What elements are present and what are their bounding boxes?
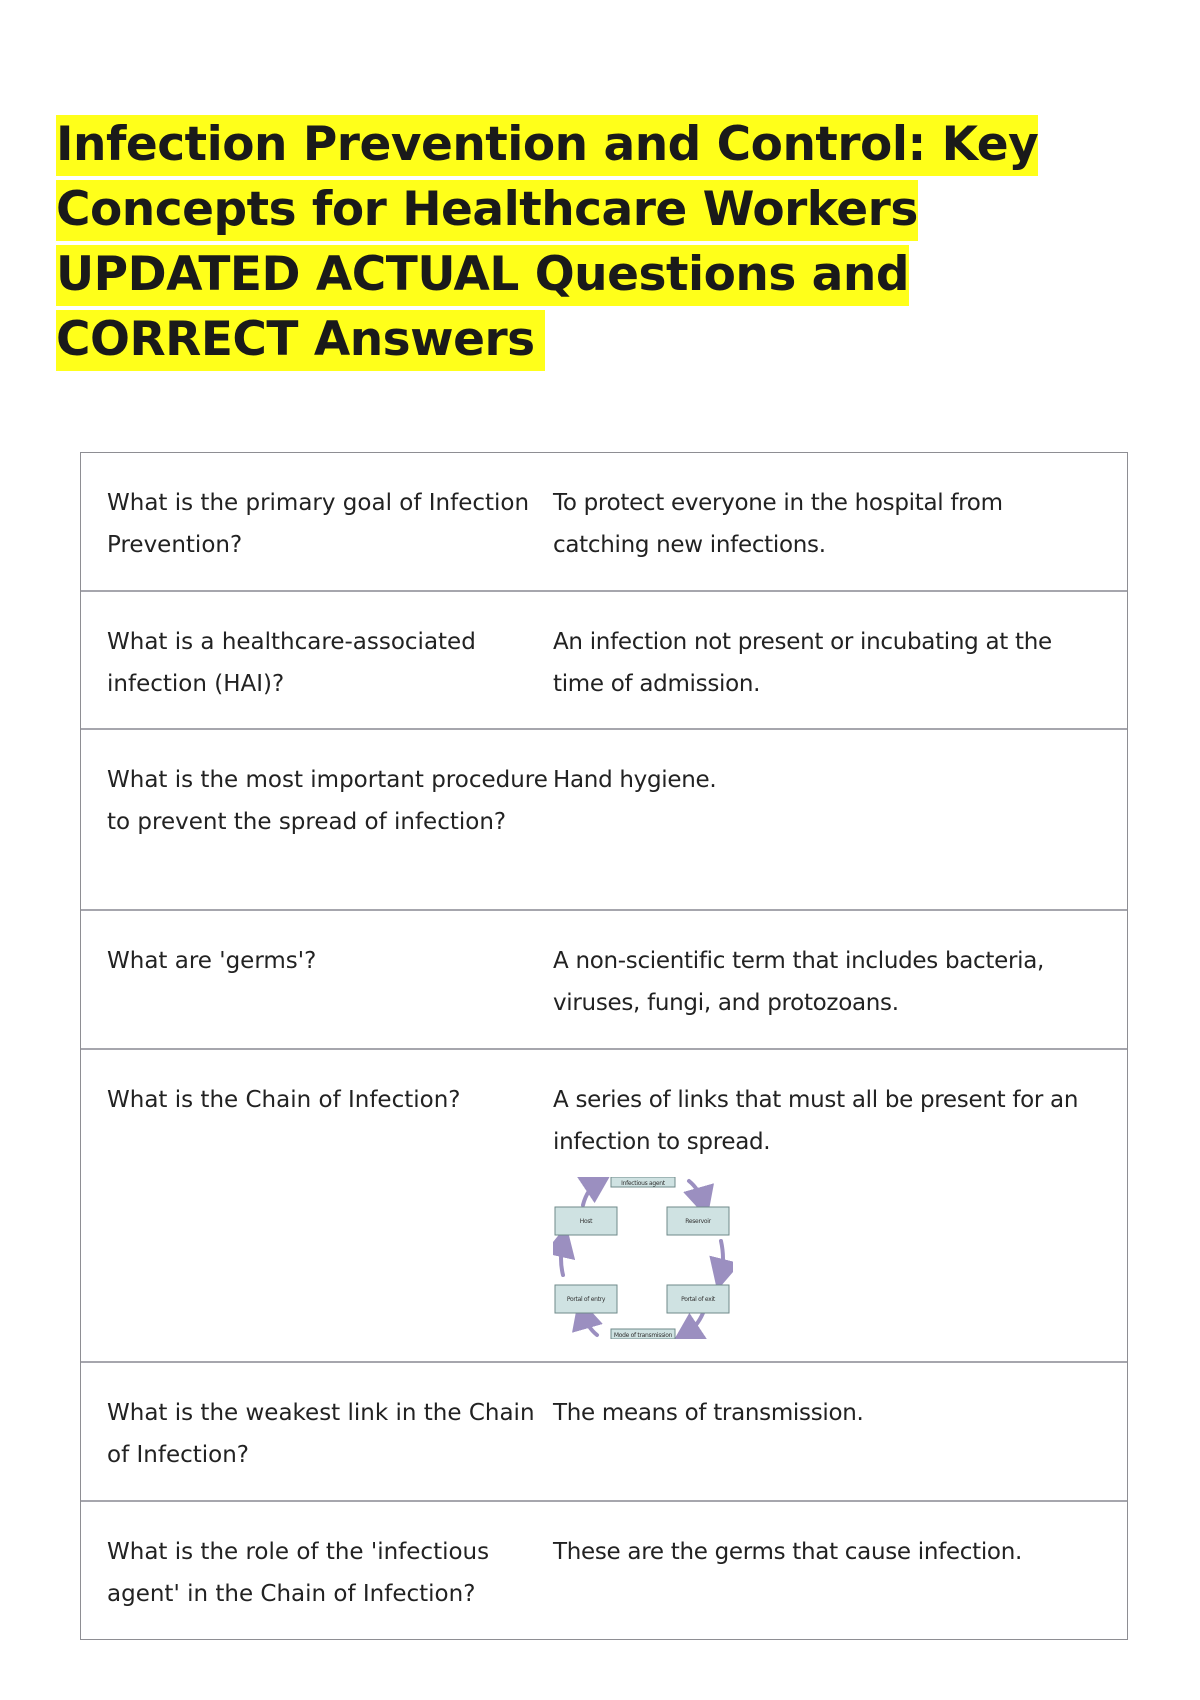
answer-cell: [553, 1079, 1127, 1361]
answer-text: A series of links that must all be present for an infection to spread.: [553, 1087, 1079, 1155]
answer-text: A non-scientific term that includes bacteria, viruses, fungi, and protozoans.: [553, 948, 1045, 1016]
table-row: [81, 1363, 1127, 1502]
question-text: What are 'germs'?: [107, 948, 317, 974]
question-text: What is a healthcare-associated infection (HAI)?: [107, 629, 476, 697]
table-row: [81, 1050, 1127, 1363]
table-row: [81, 453, 1127, 592]
chain-of-infection-diagram: [553, 1177, 733, 1339]
question-text: What is the weakest link in the Chain of Infection?: [107, 1400, 535, 1468]
question-text: What is the primary goal of Infection Prevention?: [107, 490, 530, 558]
diagram-label: Host: [579, 1218, 593, 1225]
diagram-label: Portal of entry: [566, 1296, 606, 1303]
answer-text: An infection not present or incubating at the time of admission.: [553, 629, 1052, 697]
table-row: [81, 730, 1127, 911]
cycle-arrow: [561, 1241, 563, 1275]
cycle-arrow: [685, 1313, 703, 1335]
diagram-label: Portal of exit: [681, 1296, 715, 1303]
answer-text: The means of transmission.: [553, 1400, 864, 1426]
question-text: What is the most important procedure to prevent the spread of infection?: [107, 767, 548, 835]
answer-text: Hand hygiene.: [553, 767, 717, 793]
table-row: [81, 1502, 1127, 1639]
diagram-label: Reservoir: [685, 1218, 711, 1225]
table-row: [81, 592, 1127, 730]
cycle-arrow: [721, 1241, 723, 1275]
answer-text: These are the germs that cause infection.: [553, 1539, 1022, 1565]
cycle-arrow: [583, 1181, 599, 1205]
diagram-label: Infectious agent: [621, 1180, 665, 1187]
table-row: [81, 911, 1127, 1050]
qa-table: [80, 452, 1128, 1640]
question-text: What is the Chain of Infection?: [107, 1087, 461, 1113]
question-text: What is the role of the 'infectious agent' in the Chain of Infection?: [107, 1539, 490, 1607]
answer-text: To protect everyone in the hospital from catching new infections.: [553, 490, 1003, 558]
diagram-label: Mode of transmission: [613, 1332, 673, 1339]
cycle-arrow: [583, 1313, 597, 1335]
document-title: Infection Prevention and Control: Key Concepts for Healthcare Workers UPDATED ACTUAL Questions and CORRECT Answers: [56, 112, 1136, 372]
cycle-arrow: [689, 1181, 703, 1203]
